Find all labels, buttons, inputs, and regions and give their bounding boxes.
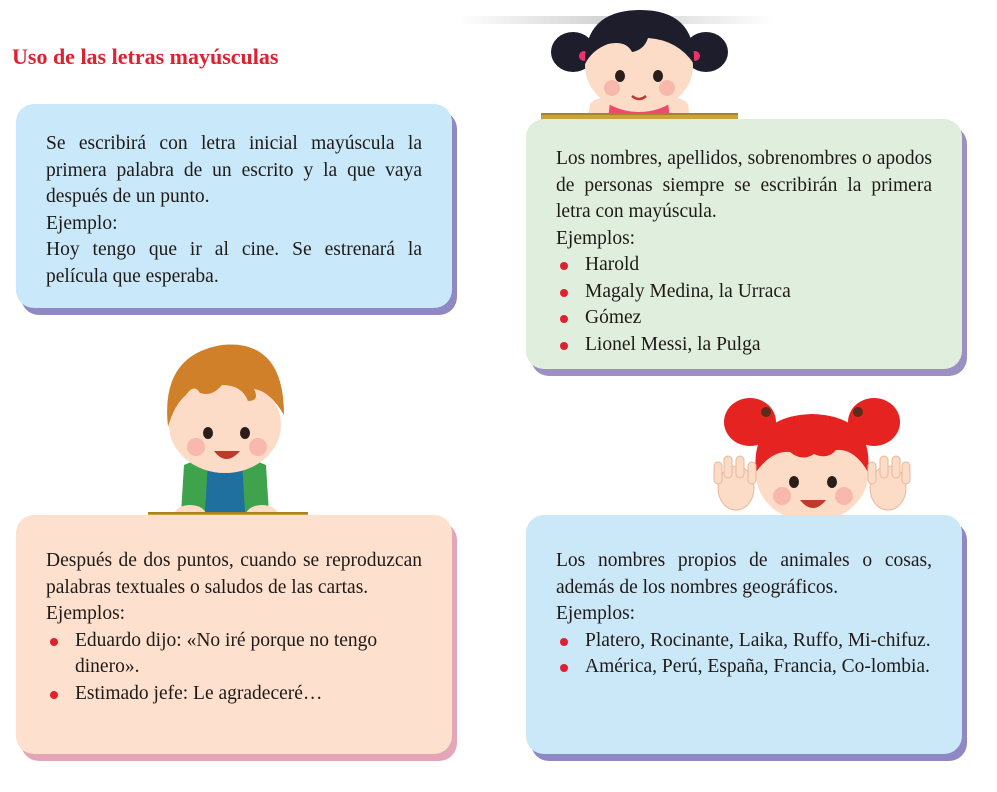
rule-text: Se escribirá con letra inicial mayúscula la primera palabra de un escrito y la que vaya después de un punto. [46, 133, 422, 207]
rule-text: Los nombres, apellidos, sobrenombres o apodos de personas siempre se escribirán la primera letra con mayúscula. [556, 148, 932, 222]
rule-card-first-word [16, 104, 452, 308]
example-text: Hoy tengo que ir al cine. Se estrenará la película que esperaba. [46, 239, 422, 287]
rule-text: Los nombres propios de animales o cosas, además de los nombres geográficos. [556, 550, 932, 598]
girl-black-hair-icon [548, 4, 728, 122]
example-label: Ejemplos: [556, 227, 636, 249]
example-list [556, 252, 932, 358]
example-label: Ejemplos: [46, 603, 126, 624]
example-list [556, 628, 932, 681]
rule-card-after-colon [16, 515, 452, 754]
list-item: Estimado jefe: Le agradeceré… [46, 681, 422, 708]
list-item: Lionel Messi, la Pulga [556, 332, 932, 359]
list-item: América, Perú, España, Francia, Co-lombia. [556, 654, 932, 681]
list-item: Eduardo dijo: «No iré porque no tengo dinero». [46, 628, 422, 681]
list-item: Magaly Medina, la Urraca [556, 279, 932, 306]
example-label: Ejemplo: [46, 212, 118, 234]
girl-red-hair-icon [710, 390, 910, 525]
example-list [46, 628, 422, 708]
rule-card-proper-names [526, 515, 962, 754]
page-title: Uso de las letras mayúsculas [12, 44, 279, 69]
example-label: Ejemplos: [556, 603, 636, 624]
boy-brown-hair-icon [150, 335, 300, 530]
list-item: Gómez [556, 305, 932, 332]
list-item: Platero, Rocinante, Laika, Ruffo, Mi-chifuz. [556, 628, 932, 655]
rule-text: Después de dos puntos, cuando se reproduzcan palabras textuales o saludos de las cartas. [46, 550, 422, 598]
rule-card-person-names [526, 119, 962, 369]
list-item: Harold [556, 252, 932, 279]
